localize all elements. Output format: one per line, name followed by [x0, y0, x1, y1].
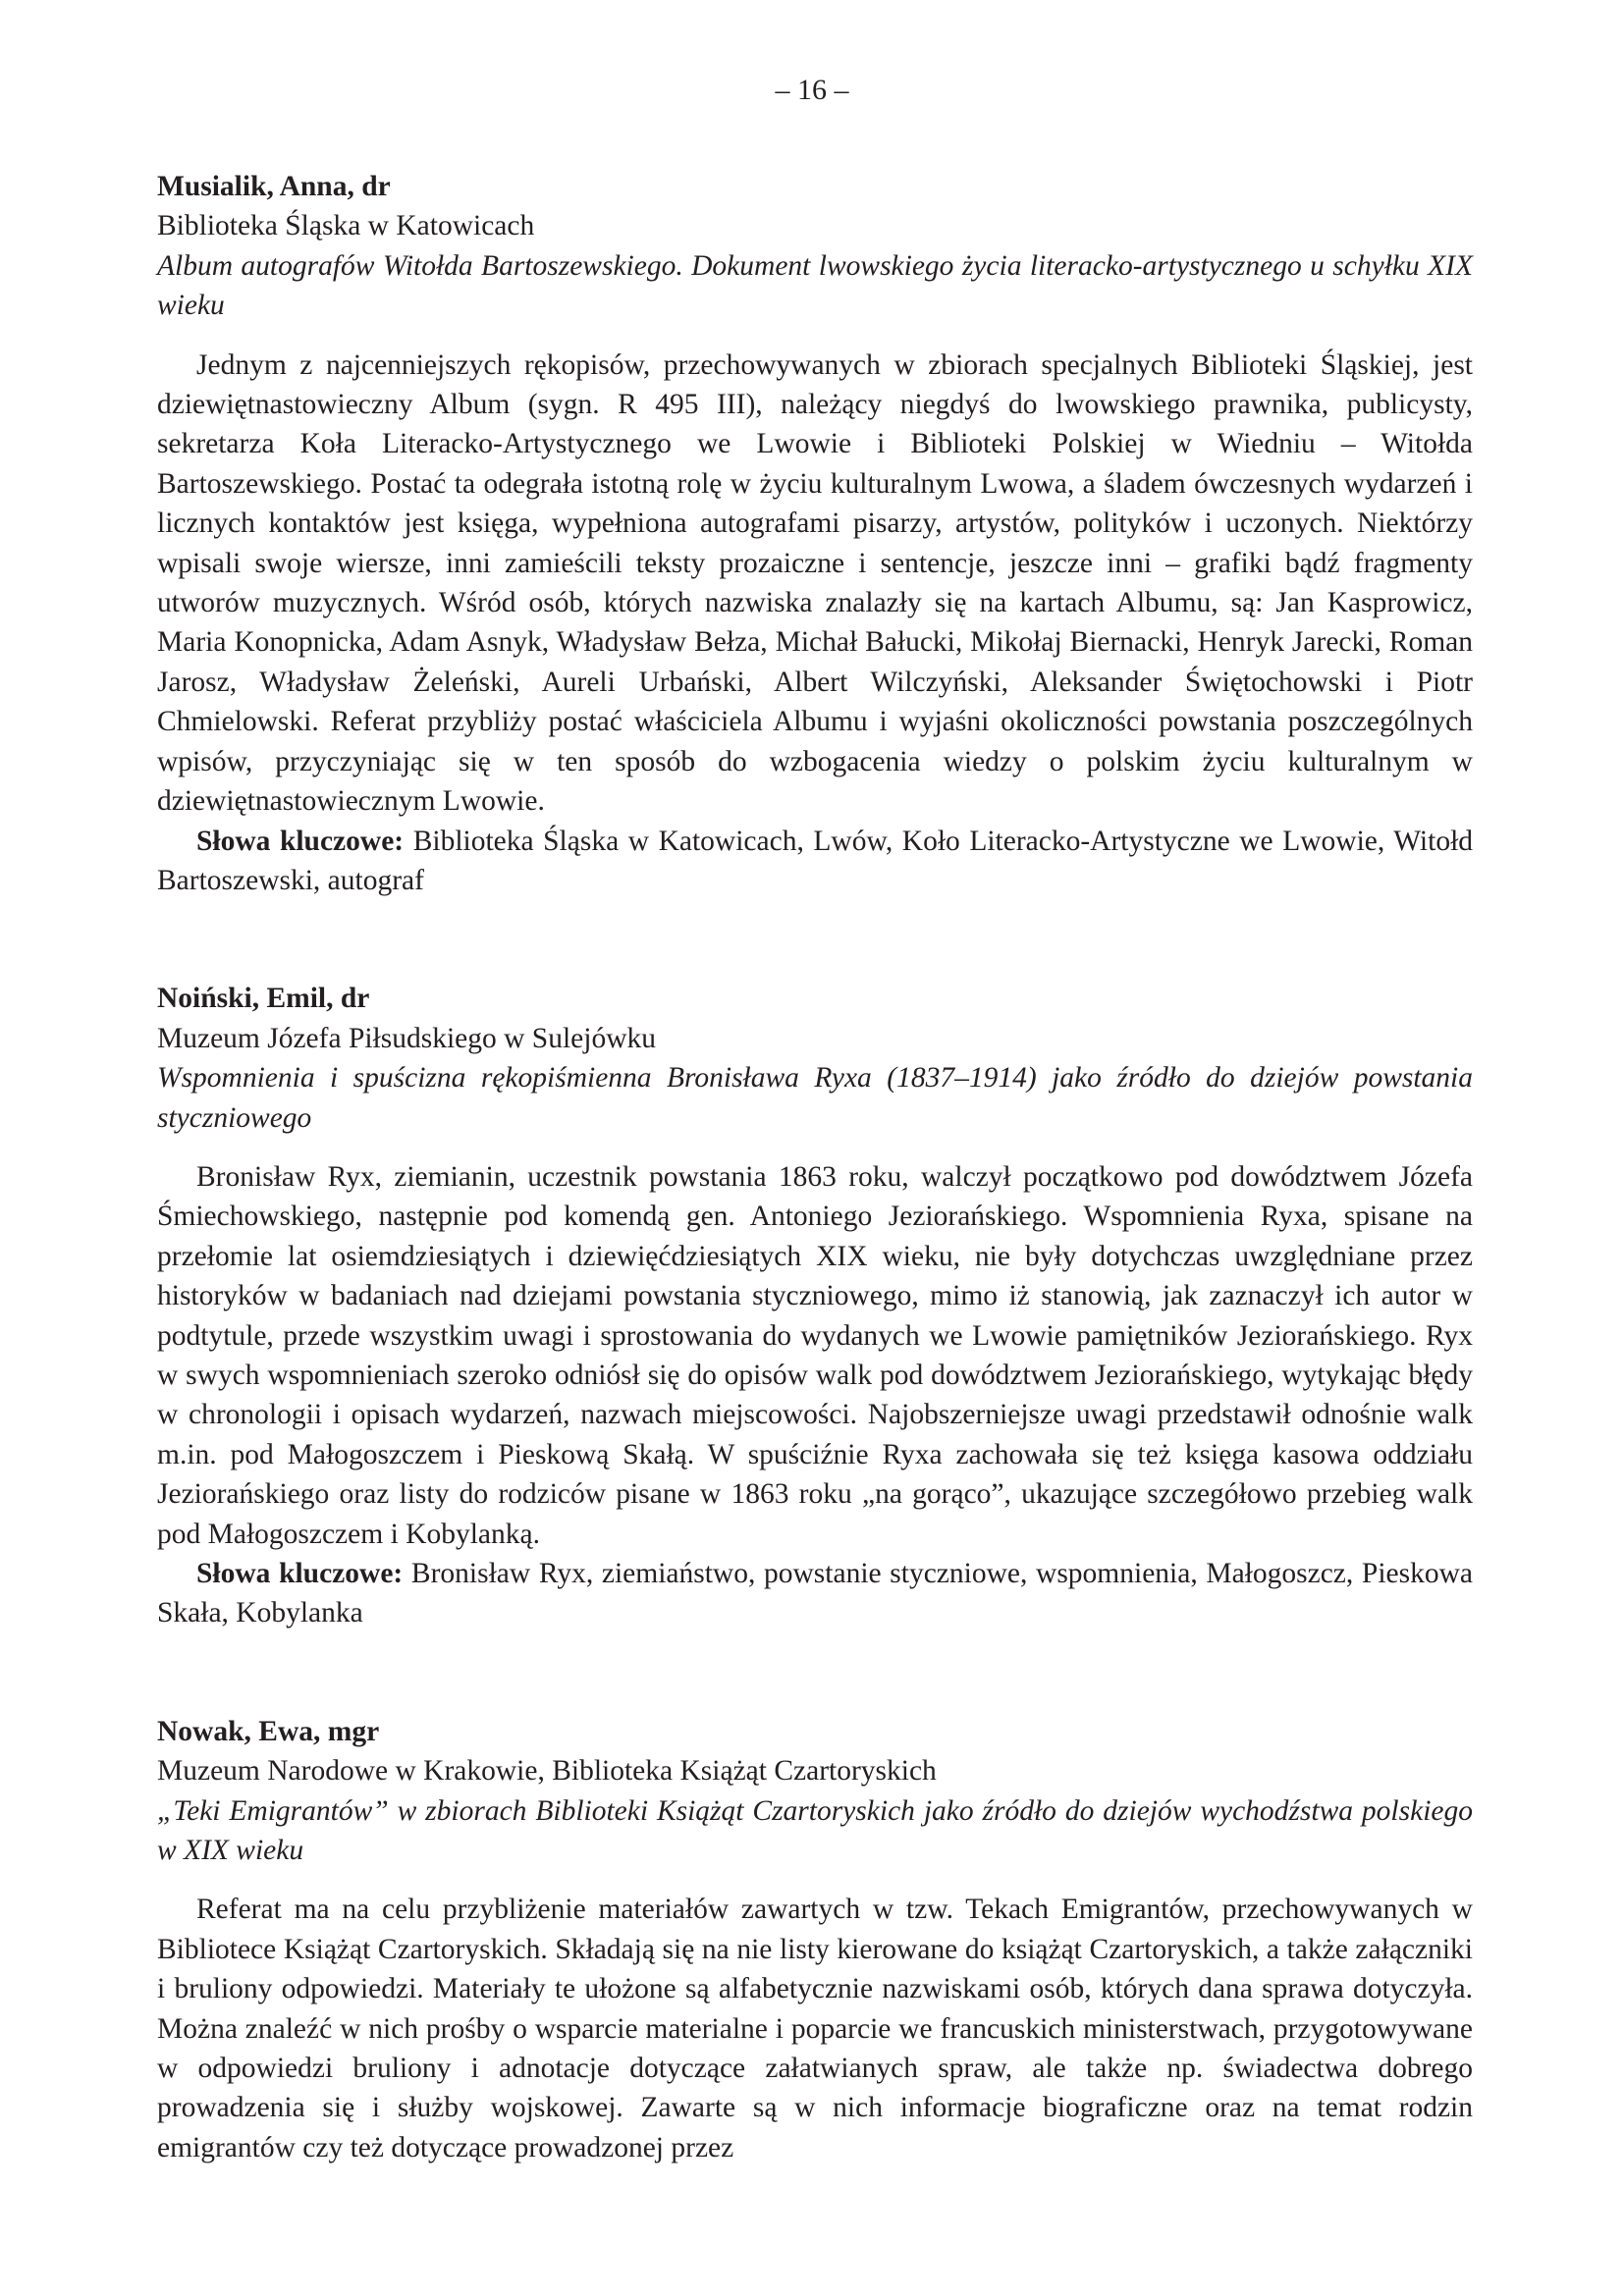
abstract-entry-musialik	[157, 167, 1473, 900]
abstracts-content	[157, 167, 1473, 2167]
keywords-label: Słowa kluczowe:	[196, 1558, 404, 1589]
abstract-entry-nowak	[157, 1712, 1473, 2167]
page-number: – 16 –	[775, 74, 849, 106]
author-name: Noiński, Emil, dr	[157, 983, 370, 1015]
keywords-label: Słowa kluczowe:	[196, 825, 405, 857]
abstract-text: Referat ma na celu przybliżenie materiałów zawartych w tzw. Tekach Emigrantów, przechowywanych w Bibliotece Książąt Czartoryskich. Składają się na nie listy kierowane do książąt Czartoryskich, a także załączniki i bruliony odpowiedzi. Materiały te ułożone są alfabetycznie nazwiskami osób, których dana sprawa dotyczyła. Można znaleźć w nich prośby o wsparcie materialne i poparcie we francuskich ministerstwach, przygotowywane w odpowiedzi bruliony i adnotacje dotyczące załatwianych spraw, ale także np. świadectwa dobrego prowadzenia się i służby wojskowej. Zawarte są w nich informacje biograficzne oraz na temat rodzin emigrantów czy też dotyczące prowadzonej przez	[157, 1894, 1473, 2163]
paper-title: „Teki Emigrantów” w zbiorach Biblioteki Książąt Czartoryskich jako źródło do dziejów wychodźstwa polskiego w XIX wieku	[157, 1794, 1473, 1867]
author-affiliation: Muzeum Józefa Piłsudskiego w Sulejówku	[157, 1022, 656, 1054]
keywords-text: Bronisław Ryx, ziemiaństwo, powstanie styczniowe, wspomnienia, Małogoszcz, Pieskowa Skała, Kobylanka	[157, 1558, 1473, 1629]
author-affiliation: Biblioteka Śląska w Katowicach	[157, 210, 535, 242]
keywords-line	[157, 822, 1473, 901]
author-name: Musialik, Anna, dr	[157, 171, 391, 202]
author-affiliation: Muzeum Narodowe w Krakowie, Biblioteka Książąt Czartoryskich	[157, 1755, 937, 1788]
author-name: Nowak, Ewa, mgr	[157, 1715, 380, 1747]
keywords-line	[157, 1554, 1473, 1633]
abstract-text: Jednym z najcenniejszych rękopisów, przechowywanych w zbiorach specjalnych Biblioteki Śląskiej, jest dziewiętnastowieczny Album (sygn. R 495 III), należący niegdyś do lwowskiego prawnika, publicysty, sekretarza Koła Literacko-Artystycznego we Lwowie i Biblioteki Polskiej w Wiedniu – Witołda Bartoszewskiego. Postać ta odegrała istotną rolę w życiu kulturalnym Lwowa, a śladem ówczesnych wydarzeń i licznych kontaktów jest księga, wypełniona autografami pisarzy, artystów, polityków i uczonych. Niektórzy wpisali swoje wiersze, inni zamieścili teksty prozaiczne i sentencje, jeszcze inni – grafiki bądź fragmenty utworów muzycznych. Wśród osób, których nazwiska znalazły się na kartach Albumu, są: Jan Kasprowicz, Maria Konopnicka, Adam Asnyk, Władysław Bełza, Michał Bałucki, Mikołaj Biernacki, Henryk Jarecki, Roman Jarosz, Władysław Żeleński, Aureli Urbański, Albert Wilczyński, Aleksander Świętochowski i Piotr Chmielowski. Referat przybliży postać właściciela Albumu i wyjaśni okoliczności powstania poszczególnych wpisów, przyczyniając się w ten sposób do wzbogacenia wiedzy o polskim życiu kulturalnym w dziewiętnastowiecznym Lwowie.	[157, 348, 1473, 818]
abstract-text: Bronisław Ryx, ziemianin, uczestnik powstania 1863 roku, walczył początkowo pod dowództwem Józefa Śmiechowskiego, następnie pod komendą gen. Antoniego Jeziorańskiego. Wspomnienia Ryxa, spisane na przełomie lat osiemdziesiątych i dziewięćdziesiątych XIX wieku, nie były dotychczas uwzględniane przez historyków w badaniach nad dziejami powstania styczniowego, mimo iż stanowią, jak zaznaczył ich autor w podtytule, przede wszystkim uwagi i sprostowania do wydanych we Lwowie pamiętników Jeziorańskiego. Ryx w swych wspomnieniach szeroko odniósł się do opisów walk pod dowództwem Jeziorańskiego, wytykając błędy w chronologii i opisach wydarzeń, nazwach miejscowości. Najobszerniejsze uwagi przedstawił odnośnie walk m.in. pod Małogoszczem i Pieskową Skałą. W spuściźnie Ryxa zachowała się też księga kasowa oddziału Jeziorańskiego oraz listy do rodziców pisane w 1863 roku „na gorąco”, ukazujące szczegółowo przebieg walk pod Małogoszczem i Kobylanką.	[157, 1160, 1473, 1550]
keywords-text: Biblioteka Śląska w Katowicach, Lwów, Koło Literacko-Artystyczne we Lwowie, Witołd Bartoszewski, autograf	[157, 825, 1474, 896]
paper-title: Wspomnienia i spuścizna rękopiśmienna Bronisława Ryxa (1837–1914) jako źródło do dziejów powstania styczniowego	[157, 1062, 1473, 1134]
abstract-entry-noinski	[157, 979, 1473, 1633]
paper-title: Album autografów Witołda Bartoszewskiego. Dokument lwowskiego życia literacko-artystycznego u schyłku XIX wieku	[157, 249, 1473, 322]
